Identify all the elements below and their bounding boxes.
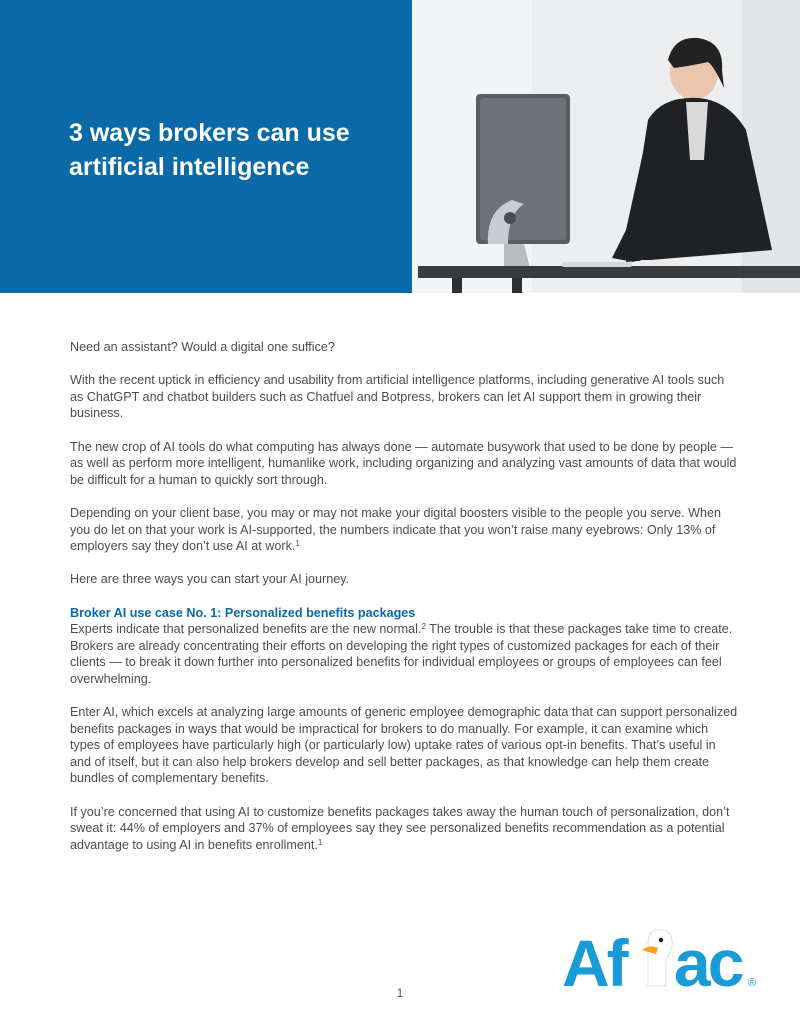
footnote-ref: 1 <box>317 837 323 847</box>
article-body <box>70 339 740 870</box>
footnote-ref: 2 <box>421 622 426 632</box>
svg-text:ac: ac <box>674 926 742 994</box>
paragraph-three-ways: Here are three ways you can start your AI journey. <box>70 572 350 587</box>
paragraph-concerned-text: If you’re concerned that using AI to customize benefits packages takes away the human touch of personalization, don’t sweat it: 44% of employers and 37% of employees say they see personalized benefits recommendation as a potential advantage to using AI in benefits enrollment. <box>70 804 730 852</box>
aflac-logo <box>562 922 762 994</box>
page-number: 1 <box>396 986 404 1000</box>
paragraph-use-case-1 <box>70 605 740 688</box>
paragraph-intro: Need an assistant? Would a digital one suffice? <box>70 340 335 354</box>
paragraph-concerned <box>70 804 740 854</box>
page-title: 3 ways brokers can use artificial intelligence <box>69 119 350 181</box>
registered-mark: ® <box>748 977 757 989</box>
footnote-ref: 1 <box>295 539 300 549</box>
paragraph-enter-ai: Enter AI, which excels at analyzing large amounts of generic employee demographic data that can support personalized benefits packages in ways that would be impractical for brokers to do manually. For example, it can examine which types of employees have particularly high (or particularly low) uptake rates of various opt-in benefits. That’s useful in and of itself, but it can also help brokers develop and sell better packages, as that knowledge can help them create bundles of complementary benefits. <box>70 705 738 786</box>
section-heading-use-case-1: Broker AI use case No. 1: Personalized benefits packages <box>70 605 416 620</box>
duck-logo-icon <box>642 930 672 986</box>
svg-text:Af: Af <box>562 926 626 994</box>
hero-banner <box>0 0 412 293</box>
hero-photo <box>412 0 800 293</box>
paragraph-client-base-text: Depending on your client base, you may or may not make your digital boosters visible to the people you serve. When you do let on that your work is AI-supported, the numbers indicate that you won’t raise many eyebrows: Only 13% of employers say they don’t use AI at work. <box>70 505 722 554</box>
paragraph-use-case-1-text-b: The trouble is that these packages take time to create. Brokers are already concentrating their efforts on developing the right types of customized packages for each of their clients — to break it down further into personalized benefits for individual employees or groups of employees can feel overwhelming. <box>70 622 733 686</box>
paragraph-client-base <box>70 505 740 555</box>
paragraph-ai-tools: The new crop of AI tools do what computing has always done — automate busywork that used to be done by people — as well as perform more intelligent, humanlike work, including organizing and analyzing vast amounts of data that would be difficult for a human to quickly sort through. <box>70 439 737 487</box>
paragraph-use-case-1-text-a: Experts indicate that personalized benefits are the new normal. <box>70 622 422 637</box>
paragraph-ai-platforms: With the recent uptick in efficiency and usability from artificial intelligence platforms, including generative AI tools such as ChatGPT and chatbot builders such as Chatfuel and Botpress, brokers can let AI support them in growing their business. <box>70 373 725 421</box>
